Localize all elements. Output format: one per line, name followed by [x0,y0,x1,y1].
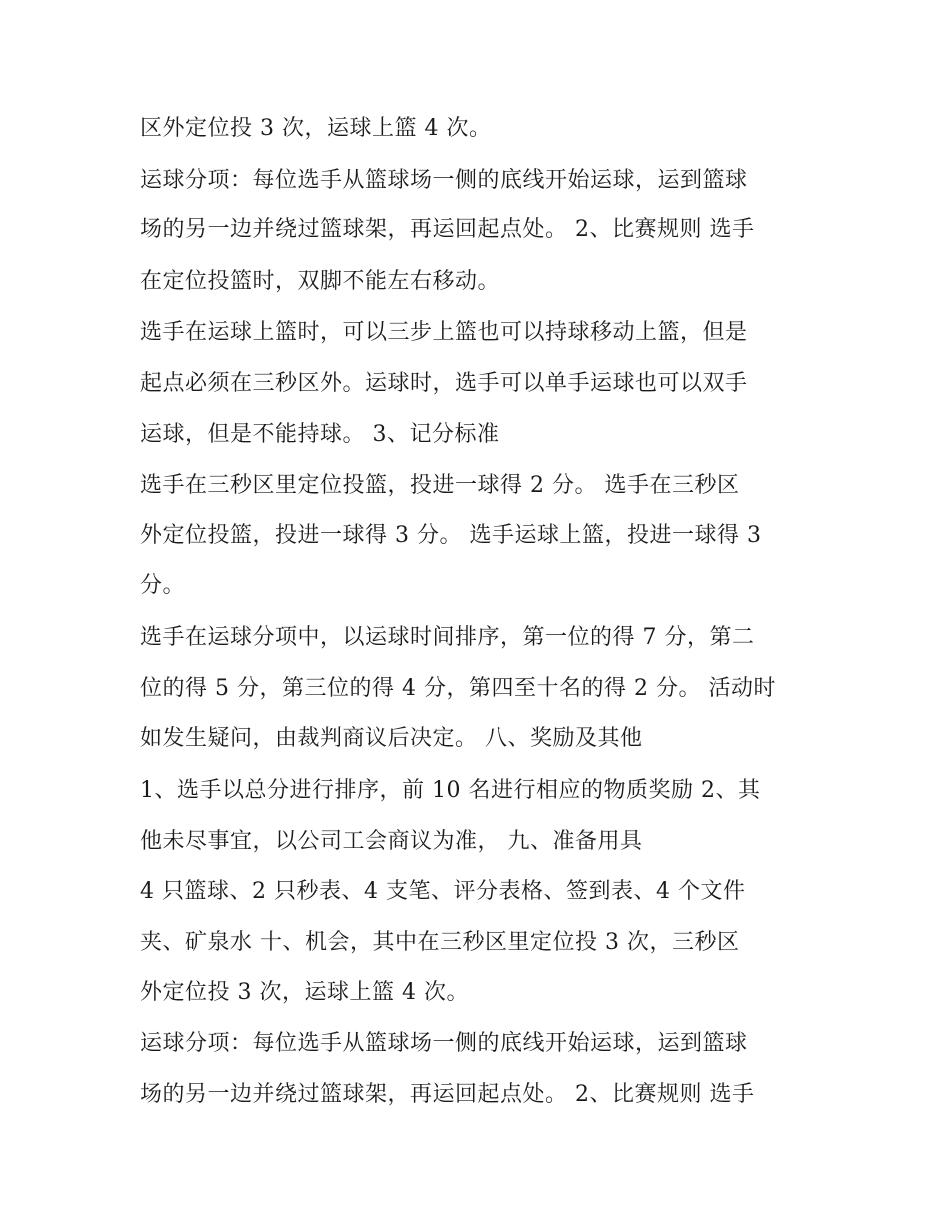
text-line: 位的得 5 分，第三位的得 4 分，第四至十名的得 2 分。 活动时 [140,676,776,701]
text-line: 1、选手以总分进行排序，前 10 名进行相应的物质奖励 2、其 [140,778,761,803]
text-line: 场的另一边并绕过篮球架，再运回起点处。 2、比赛规则 选手 [140,217,755,242]
text-line: 运球分项：每位选手从篮球场一侧的底线开始运球，运到篮球 [140,168,748,193]
text-line: 运球，但是不能持球。 3、记分标准 [140,422,500,447]
text-line: 分。 [140,573,186,598]
text-line: 选手在三秒区里定位投篮，投进一球得 2 分。 选手在三秒区 [140,473,740,498]
text-line: 运球分项：每位选手从篮球场一侧的底线开始运球，运到篮球 [140,1031,748,1056]
text-line: 起点必须在三秒区外。运球时，选手可以单手运球也可以双手 [140,371,748,396]
text-line: 他未尽事宜，以公司工会商议为准， 九、准备用具 [140,829,643,854]
text-line: 如发生疑问，由裁判商议后决定。 八、奖励及其他 [140,726,643,751]
text-line: 外定位投篮，投进一球得 3 分。 选手运球上篮，投进一球得 3 [140,523,762,548]
text-line: 选手在运球上篮时，可以三步上篮也可以持球移动上篮，但是 [140,320,748,345]
text-line: 场的另一边并绕过篮球架，再运回起点处。 2、比赛规则 选手 [140,1082,755,1107]
text-line: 夹、矿泉水 十、机会，其中在三秒区里定位投 3 次，三秒区 [140,930,740,955]
text-line: 外定位投 3 次，运球上篮 4 次。 [140,980,469,1005]
text-line: 区外定位投 3 次，运球上篮 4 次。 [140,116,492,141]
text-line: 在定位投篮时，双脚不能左右移动。 [140,269,501,294]
text-line: 4 只篮球、2 只秒表、4 支笔、评分表格、签到表、4 个文件 [140,879,746,904]
text-line: 选手在运球分项中，以运球时间排序，第一位的得 7 分，第二 [140,625,755,650]
